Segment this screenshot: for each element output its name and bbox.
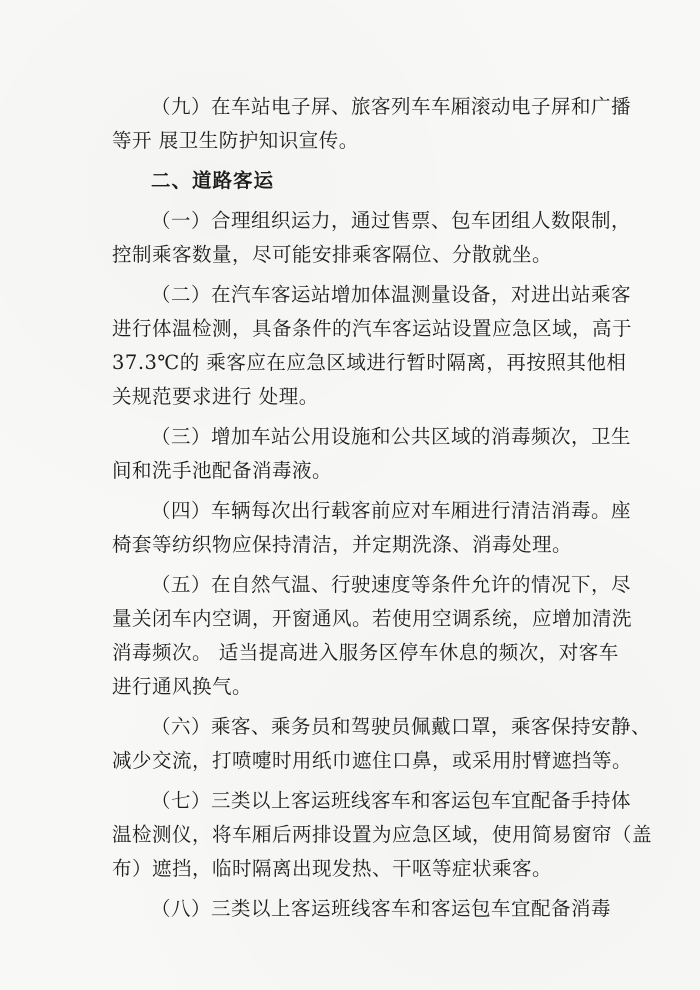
- paragraph-line: （九）在车站电子屏、旅客列车车厢滚动电子屏和广播: [151, 95, 632, 118]
- document-body: [112, 90, 653, 926]
- paragraph-line: 量关闭车内空调，开窗通风。若使用空调系统，应增加清洗: [112, 607, 633, 630]
- paragraph-line: 37.3℃的 乘客应在应急区域进行暂时隔离，再按照其他相: [112, 351, 627, 374]
- paragraph-line: 减少交流，打喷嚏时用纸巾遮住口鼻，或采用肘臂遮挡等。: [112, 749, 633, 772]
- paragraph-line: 布）遮挡，临时隔离出现发热、干呕等症状乘客。: [112, 857, 553, 880]
- paragraph-line: （一）合理组织运力，通过售票、包车团组人数限制，: [151, 209, 632, 232]
- paragraph-line: （二）在汽车客运站增加体温测量设备，对进出站乘客: [151, 283, 632, 306]
- paragraph-line: （五）在自然气温、行驶速度等条件允许的情况下，尽: [151, 573, 632, 596]
- paragraph-line: 关规范要求进行 处理。: [112, 385, 319, 408]
- paragraph-line: 控制乘客数量，尽可能安排乘客隔位、分散就坐。: [112, 243, 553, 266]
- paragraph-line: 椅套等纺织物应保持清洁，并定期洗涤、消毒处理。: [112, 533, 573, 556]
- paragraph-line: （七）三类以上客运班线客车和客运包车宜配备手持体: [151, 789, 632, 812]
- paragraph-line: （四）车辆每次出行载客前应对车厢进行清洁消毒。座: [151, 499, 632, 522]
- paragraph-line: （三）增加车站公用设施和公共区域的消毒频次，卫生: [151, 425, 632, 448]
- paragraph-line: 进行体温检测，具备条件的汽车客运站设置应急区域，高于: [112, 317, 633, 340]
- paragraph-line: 进行通风换气。: [112, 675, 253, 698]
- paragraph-line: 消毒频次。 适当提高进入服务区停车休息的频次，对客车: [112, 641, 619, 664]
- section-heading: 二、道路客运: [151, 169, 275, 192]
- paragraph-line: 温检测仪，将车厢后两排设置为应急区域，使用简易窗帘（盖: [112, 823, 653, 846]
- paragraph-line: 间和洗手池配备消毒液。: [112, 459, 333, 482]
- paragraph-line: （八）三类以上客运班线客车和客运包车宜配备消毒: [151, 897, 612, 920]
- paragraph-line: 等开 展卫生防护知识宣传。: [112, 129, 359, 152]
- paragraph-line: （六）乘客、乘务员和驾驶员佩戴口罩，乘客保持安静、: [151, 715, 652, 738]
